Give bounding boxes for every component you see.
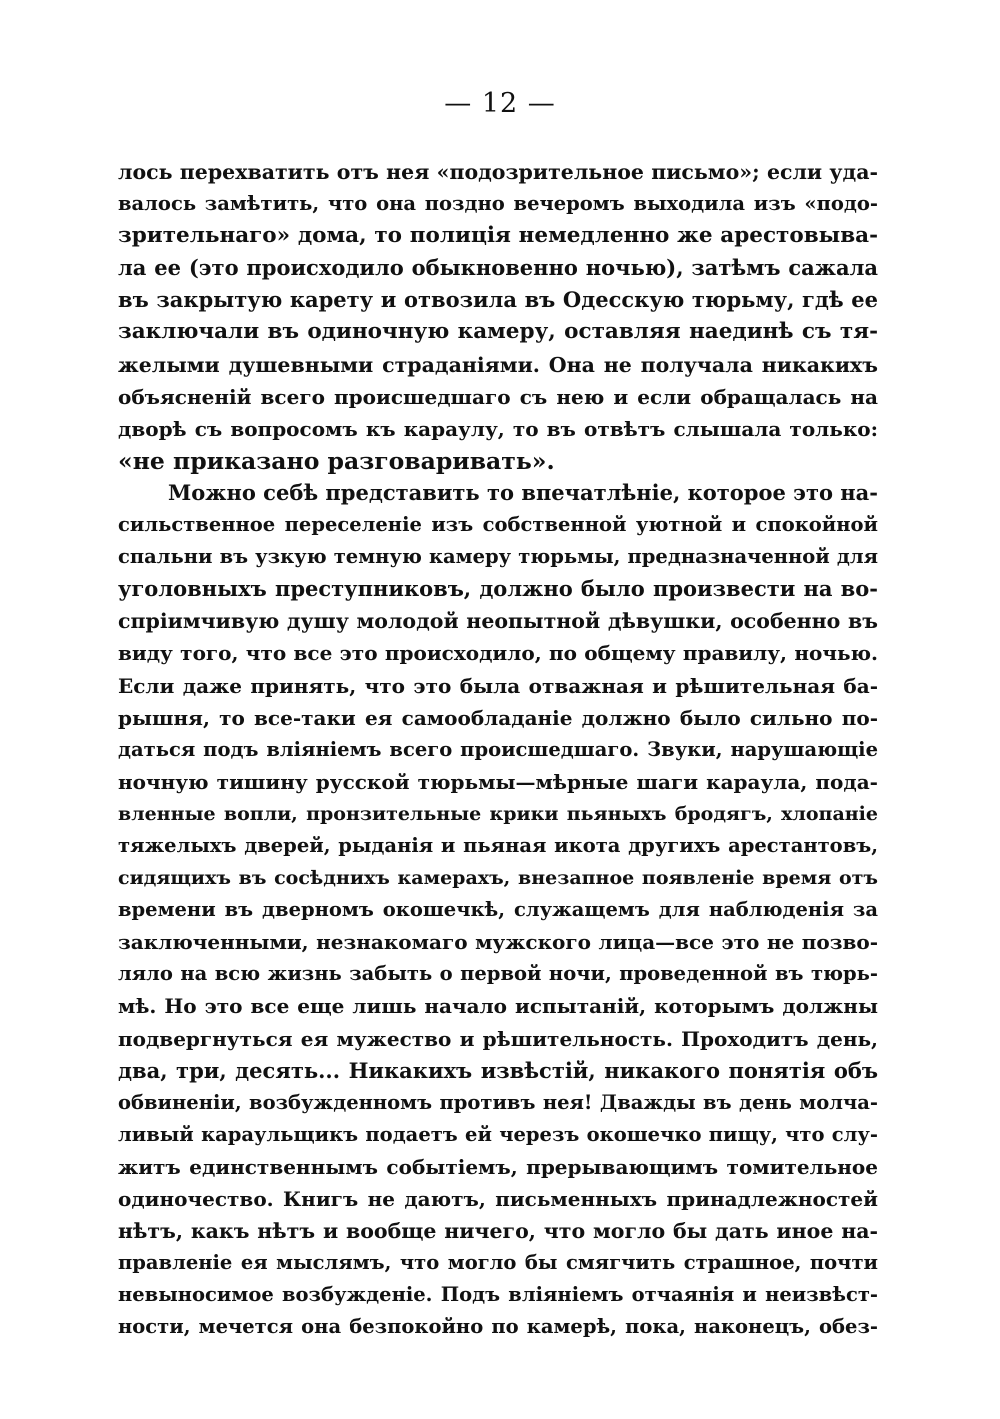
text-line: обвиненіи, возбужденномъ противъ нея! Дважды въ день молча- [118,1090,878,1114]
text-line: мѣ. Но это все еще лишь начало испытаній, которымъ должны [118,994,878,1019]
text-line: ляло на всю жизнь забыть о первой ночи, проведенной въ тюрь- [118,962,878,986]
paragraph-end-line: «не приказано разговаривать». [118,446,555,475]
text-line: даться подъ вліяніемъ всего происшедшаго. Звуки, нарушающіе [118,737,878,761]
text-line: лось перехватить отъ нея «подозрительное письмо»; если уда- [118,160,878,184]
text-line: виду того, что все это происходило, по общему правилу, ночью. [118,641,878,666]
text-line: спріимчивую душу молодой неопытной дѣвушки, особенно въ [118,609,878,634]
text-line: валось замѣтить, что она поздно вечеромъ выходила изъ «подо- [118,192,878,216]
page-number: — 12 — [444,88,556,119]
text-line: ла ее (это происходило обыкновенно ночью), затѣмъ сажала [118,255,878,281]
text-line: одиночество. Книгъ не даютъ, письменныхъ принадлежностей [118,1187,878,1211]
text-line: заключали въ одиночную камеру, оставляя наединѣ съ тя- [118,319,878,345]
body-text [118,156,878,1343]
text-line: рышня, то все-таки ея самообладаніе должно было сильно по- [118,705,878,730]
text-line: невыносимое возбужденіе. Подъ вліяніемъ отчаянія и неизвѣст- [118,1283,878,1307]
text-line: желыми душевными страданіями. Она не получала никакихъ [118,352,878,377]
text-line: времени въ дверномъ окошечкѣ, служащемъ для наблюденія за [118,898,878,922]
text-line: сидящихъ въ сосѣднихъ камерахъ, внезапное появленіе время отъ [118,867,878,890]
text-line: тяжелыхъ дверей, рыданія и пьяная икота другихъ арестантовъ, [118,833,878,857]
text-line: два, три, десять... Никакихъ извѣстій, никакого понятія объ [118,1057,878,1083]
text-line: житъ единственнымъ событіемъ, прерывающимъ томительное [118,1154,878,1179]
text-line: заключенными, незнакомаго мужского лица—все это не позво- [118,930,878,955]
text-line: ливый караульщикъ подаетъ ей черезъ окошечко пищу, что слу- [118,1122,878,1146]
text-line: Если даже принять, что это была отважная и рѣшительная ба- [118,673,878,698]
text-line: въ закрытую карету и отвозила въ Одесскую тюрьму, гдѣ ее [118,287,878,313]
text-line: дворѣ съ вопросомъ къ караулу, то въ отвѣтъ слышала только: [118,416,878,441]
text-line: спальни въ узкую темную камеру тюрьмы, предназначенной для [118,545,878,569]
text-line: сильственное переселеніе изъ собственной уютной и спокойной [118,513,878,537]
text-line: объясненій всего происшедшаго съ нею и если обращалась на [118,384,878,409]
text-line: правленіе ея мыслямъ, что могло бы смягчить страшное, почти [118,1251,878,1275]
text-line: ночную тишину русской тюрьмы—мѣрные шаги караула, пода- [118,769,878,794]
text-line: нѣтъ, какъ нѣтъ и вообще ничего, что могло бы дать иное на- [118,1219,878,1244]
text-line: вленные вопли, пронзительные крики пьяныхъ бродягъ, хлопаніе [118,802,878,825]
paragraph-start-line: Можно себѣ представить то впечатлѣніе, которое это на- [168,479,878,505]
text-line: уголовныхъ преступниковъ, должно было произвести на во- [118,576,878,602]
text-line: ности, мечется она безпокойно по камерѣ, пока, наконецъ, обез- [118,1315,878,1339]
text-line: подвергнуться ея мужество и рѣшительность. Проходитъ день, [118,1026,878,1051]
text-line: зрительнаго» дома, то полиція немедленно же арестовыва- [118,223,878,249]
